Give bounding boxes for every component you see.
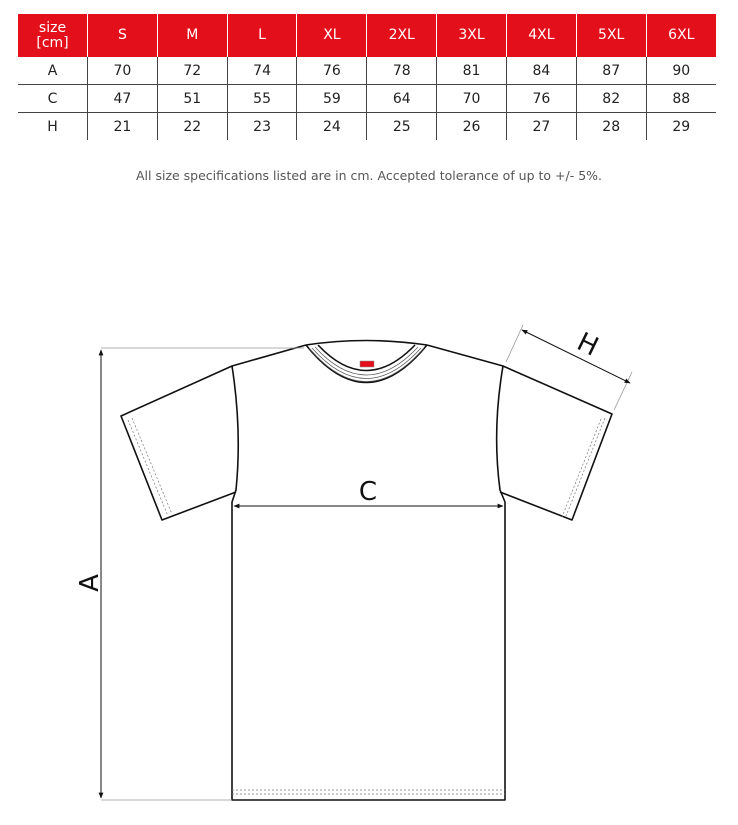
table-cell: 21 [88, 113, 158, 141]
size-column-header: 3XL [437, 14, 507, 57]
size-column-header: 5XL [576, 14, 646, 57]
table-cell: 74 [227, 57, 297, 85]
size-column-header: 6XL [646, 14, 716, 57]
size-label: size [38, 19, 67, 36]
table-cell: 51 [157, 85, 227, 113]
table-cell: 47 [88, 85, 158, 113]
row-label: H [47, 118, 58, 135]
table-cell: 23 [227, 113, 297, 141]
table-cell: 76 [297, 57, 367, 85]
tshirt-outline [121, 341, 612, 801]
table-cell: 90 [646, 57, 716, 85]
tshirt-body [232, 345, 505, 800]
size-column-header: S [88, 14, 158, 57]
size-column-header: 2XL [367, 14, 437, 57]
unit-label: [cm] [36, 34, 69, 51]
neck-label-icon [360, 361, 374, 367]
left-sleeve [121, 366, 236, 520]
measurement-h [506, 325, 632, 410]
table-cell: 84 [506, 57, 576, 85]
measurement-a [75, 348, 304, 800]
label-a: A [75, 574, 105, 592]
table-cell: 76 [506, 85, 576, 113]
table-cell: 29 [646, 113, 716, 141]
row-label: A [18, 57, 88, 85]
table-cell: 70 [88, 57, 158, 85]
label-h: H [572, 327, 603, 363]
row-label: C [18, 85, 88, 113]
table-cell: 28 [576, 113, 646, 141]
table-cell: 55 [227, 85, 297, 113]
table-cell: 70 [437, 85, 507, 113]
tolerance-footnote: All size specifications listed are in cm. Accepted tolerance of up to +/- 5%. [135, 168, 603, 183]
size-column-header: XL [297, 14, 367, 57]
table-cell: 25 [367, 113, 437, 141]
label-c: C [358, 477, 378, 507]
table-cell: 81 [437, 57, 507, 85]
table-cell: 59 [297, 85, 367, 113]
size-column-header: L [227, 14, 297, 57]
table-cell: 78 [367, 57, 437, 85]
table-cell: 82 [576, 85, 646, 113]
table-cell: 24 [297, 113, 367, 141]
stitching [128, 418, 605, 794]
table-cell: 64 [367, 85, 437, 113]
size-column-header: 4XL [506, 14, 576, 57]
table-cell: 26 [437, 113, 507, 141]
table-cell: 27 [506, 113, 576, 141]
measurement-c [234, 477, 503, 507]
table-cell: 88 [646, 85, 716, 113]
table-cell: 72 [157, 57, 227, 85]
table-cell: 87 [576, 57, 646, 85]
size-column-header: M [157, 14, 227, 57]
table-cell: 22 [157, 113, 227, 141]
right-sleeve [500, 366, 612, 520]
